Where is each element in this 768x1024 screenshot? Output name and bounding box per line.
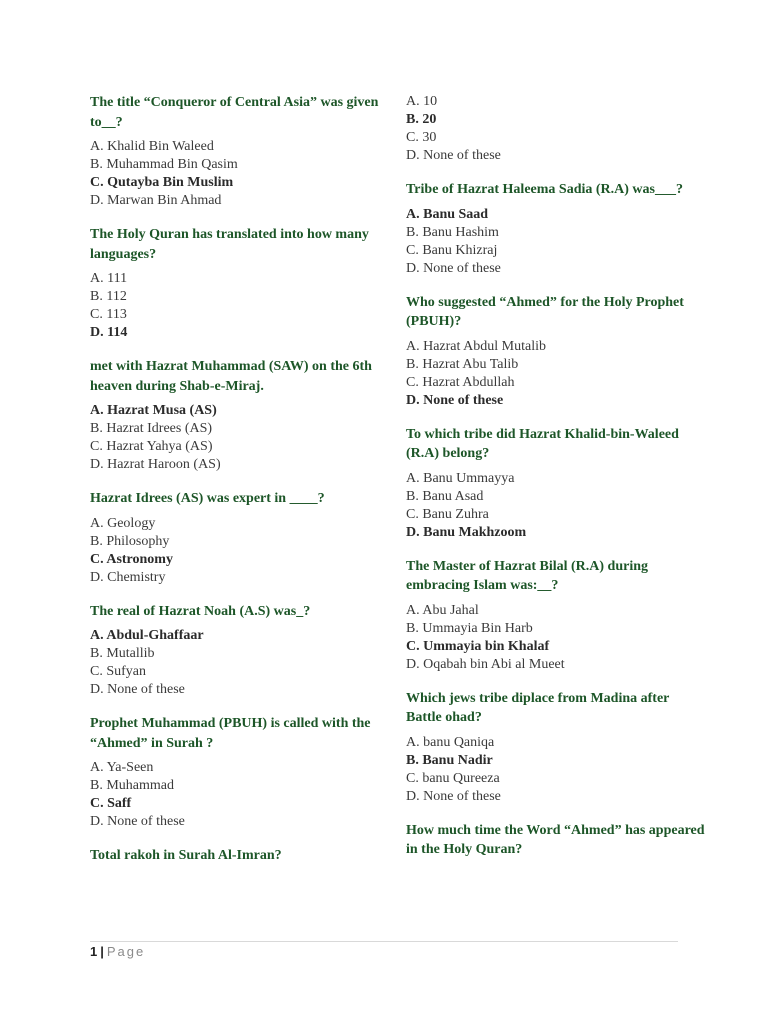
answer-option: A. 111 — [90, 271, 128, 286]
answer-option: D. None of these — [90, 814, 185, 829]
right-column — [406, 93, 706, 866]
answer-option: B. Mutallib — [90, 646, 155, 661]
answer-option: B. 112 — [90, 289, 127, 304]
options-list — [406, 338, 706, 410]
answer-option-correct: A. Abdul-Ghaffaar — [90, 628, 204, 643]
answer-option-correct: B. 20 — [406, 112, 437, 127]
answer-option: C. Hazrat Yahya (AS) — [90, 439, 213, 454]
answer-option: C. Banu Zuhra — [406, 506, 489, 522]
answer-option: B. Muhammad Bin Qasim — [90, 157, 238, 172]
answer-option: A. Khalid Bin Waleed — [90, 139, 214, 154]
left-column — [90, 93, 390, 872]
answer-option: A. 10 — [406, 94, 438, 109]
question-text: Which jews tribe diplace from Madina after Battle ohad? — [406, 690, 670, 725]
options-list — [90, 759, 390, 831]
answer-option: A. Abu Jahal — [406, 602, 479, 618]
question-block — [90, 357, 390, 474]
answer-option: A. banu Qaniqa — [406, 734, 495, 750]
answer-option: A. Ya-Seen — [90, 760, 154, 775]
question-text: met with Hazrat Muhammad (SAW) on the 6th heaven during Shab-e-Miraj. — [90, 359, 372, 394]
options-list — [406, 602, 706, 674]
question-text: The title “Conqueror of Central Asia” was given to__? — [90, 95, 379, 130]
question-block — [406, 293, 706, 410]
question-text: How much time the Word “Ahmed” has appeared in the Holy Quran? — [406, 822, 705, 857]
answer-option: A. Banu Ummayya — [406, 470, 515, 486]
answer-option: C. 30 — [406, 130, 437, 145]
answer-option: C. Hazrat Abdullah — [406, 374, 515, 390]
answer-option: C. 113 — [90, 307, 127, 322]
answer-option: B. Hazrat Abu Talib — [406, 356, 519, 372]
question-block — [406, 557, 706, 674]
answer-option: D. None of these — [90, 682, 185, 697]
answer-option-correct: C. Saff — [90, 796, 132, 811]
answer-option: C. banu Qureeza — [406, 770, 500, 786]
answer-option-correct: D. 114 — [90, 325, 128, 340]
answer-option: A. Geology — [90, 515, 156, 531]
answer-option-correct: C. Ummayia bin Khalaf — [406, 638, 550, 654]
answer-option: A. Hazrat Abdul Mutalib — [406, 338, 546, 354]
footer-separator: | — [100, 944, 104, 959]
answer-option: D. Marwan Bin Ahmad — [90, 193, 222, 208]
answer-option-correct: B. Banu Nadir — [406, 752, 493, 768]
answer-option: D. Chemistry — [90, 569, 166, 585]
answer-option: D. None of these — [406, 260, 501, 276]
footer-divider — [90, 941, 678, 942]
question-block — [406, 821, 706, 860]
answer-option: B. Hazrat Idrees (AS) — [90, 421, 213, 436]
question-text: The Master of Hazrat Bilal (R.A) during embracing Islam was:__? — [406, 558, 648, 593]
question-text: Who suggested “Ahmed” for the Holy Prophet (PBUH)? — [406, 294, 684, 329]
question-block — [90, 846, 390, 866]
answer-option-correct: D. Banu Makhzoom — [406, 524, 527, 540]
answer-option: D. Hazrat Haroon (AS) — [90, 457, 221, 472]
question-block — [406, 180, 706, 278]
page-number: 1 — [90, 944, 98, 959]
answer-option-correct: A. Hazrat Musa (AS) — [90, 403, 217, 418]
question-block — [90, 714, 390, 831]
answer-option-correct: C. Astronomy — [90, 551, 173, 567]
options-list — [406, 734, 706, 806]
answer-option: D. Oqabah bin Abi al Mueet — [406, 656, 565, 672]
question-block — [406, 425, 706, 542]
question-block — [406, 689, 706, 806]
answer-option: B. Banu Asad — [406, 488, 484, 504]
question-block — [90, 93, 390, 210]
options-list — [406, 470, 706, 542]
answer-option: D. None of these — [406, 788, 501, 804]
question-text: To which tribe did Hazrat Khalid-bin-Waleed (R.A) belong? — [406, 426, 679, 461]
answer-option-correct: A. Banu Saad — [406, 206, 489, 222]
continued-options — [406, 93, 706, 165]
question-text: Hazrat Idrees (AS) was expert in ____? — [90, 491, 325, 506]
options-list — [90, 270, 390, 342]
page-footer — [90, 944, 145, 960]
question-text: Tribe of Hazrat Haleema Sadia (R.A) was___? — [406, 182, 683, 197]
answer-option-correct: D. None of these — [406, 392, 504, 408]
options-list — [406, 206, 706, 278]
question-block — [90, 225, 390, 342]
options-list — [90, 515, 390, 587]
question-text: Prophet Muhammad (PBUH) is called with the “Ahmed” in Surah ? — [90, 716, 371, 751]
options-list — [90, 402, 390, 474]
question-block — [90, 489, 390, 587]
answer-option: B. Banu Hashim — [406, 224, 499, 240]
answer-option: B. Muhammad — [90, 778, 174, 793]
answer-option-correct: C. Qutayba Bin Muslim — [90, 175, 234, 190]
question-block — [90, 602, 390, 700]
page-label: Page — [106, 944, 146, 959]
answer-option: D. None of these — [406, 148, 501, 163]
answer-option: C. Banu Khizraj — [406, 242, 498, 258]
question-text: The Holy Quran has translated into how many languages? — [90, 227, 369, 262]
question-text: Total rakoh in Surah Al-Imran? — [90, 848, 282, 863]
question-text: The real of Hazrat Noah (A.S) was_? — [90, 603, 311, 619]
options-list — [90, 627, 390, 699]
answer-option: B. Ummayia Bin Harb — [406, 620, 533, 636]
options-list — [90, 138, 390, 210]
answer-option: C. Sufyan — [90, 664, 146, 679]
answer-option: B. Philosophy — [90, 533, 170, 549]
